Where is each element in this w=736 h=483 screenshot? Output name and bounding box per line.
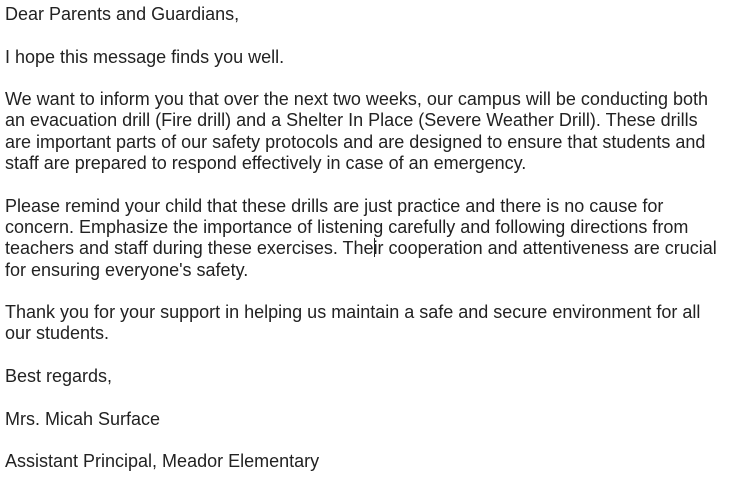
reminder-paragraph [5,196,728,281]
greeting-line: Dear Parents and Guardians, [5,4,240,24]
signature-name: Mrs. Micah Surface [5,408,161,429]
intro-line: I hope this message finds you well. [5,46,285,67]
thank-you-paragraph: Thank you for your support in helping us maintain a safe and secure environment for all our students. [5,302,701,344]
reminder-text-after-caret: ir cooperation and attentiveness are crucial for ensuring everyone's safety. [5,238,717,280]
reminder-text-before-caret: Please remind your child that these drills are just practice and there is no cause for concern. Emphasize the importance of listening carefully and following directions from teachers and staff during these exercises. The [5,195,689,259]
closing-line: Best regards, [5,366,113,387]
signature-title: Assistant Principal, Meador Elementary [5,451,320,472]
drill-announcement-paragraph: We want to inform you that over the next two weeks, our campus will be conducting both an evacuation drill (Fire drill) and a Shelter In Place (Severe Weather Drill). These drills are important parts of our safety protocols and are designed to ensure that students and staff are prepared to respond effectively in case of an emergency. [5,89,709,174]
